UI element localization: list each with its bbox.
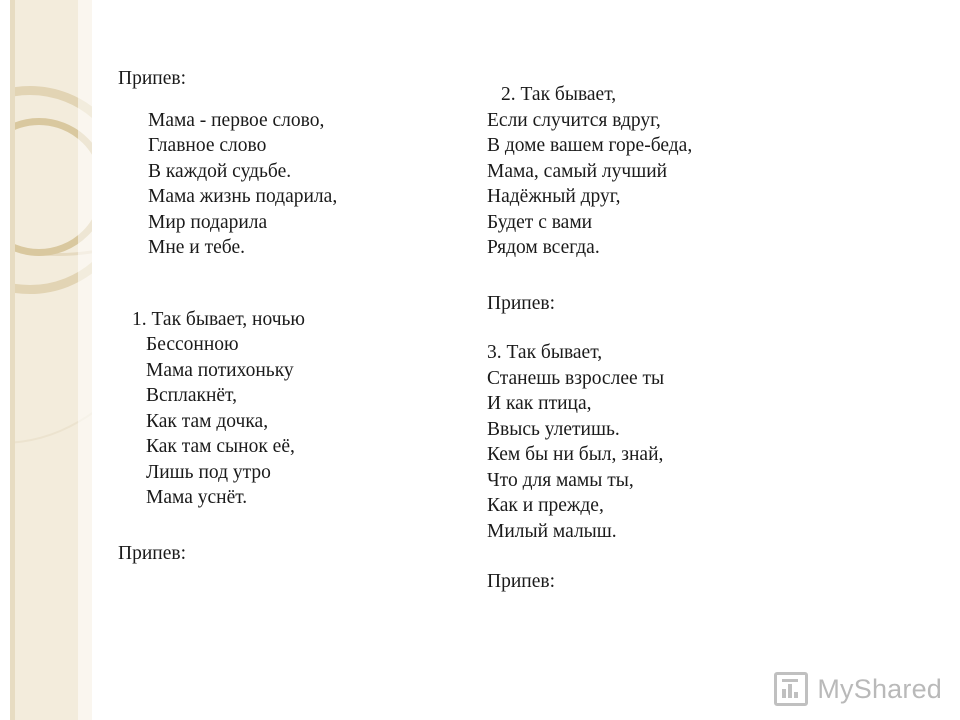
lyric-line: Мама потихоньку [146, 359, 294, 381]
verse-2-lines [487, 108, 817, 261]
spacer [487, 545, 817, 569]
spacer [118, 261, 428, 307]
verse-3-lines [487, 366, 817, 545]
spacer [487, 261, 817, 291]
verse-1-lines [118, 332, 428, 511]
verse-1-first-line [118, 307, 428, 333]
lyric-line: Милый малыш. [487, 520, 617, 542]
lyric-line: Кем бы ни был, знай, [487, 444, 664, 466]
verse-2-first-line [487, 82, 817, 108]
lyric-line: Как там дочка, [146, 410, 269, 432]
lyric-line: Как и прежде, [487, 495, 604, 517]
chorus-lines-1 [118, 108, 428, 261]
left-text-column [118, 66, 428, 567]
lyric-line: Лишь под утро [146, 461, 271, 483]
chorus-label-1: Припев: [118, 68, 186, 89]
chorus-label-2: Припев: [118, 542, 186, 564]
lyric-line: 2. Так бывает, [501, 84, 617, 105]
lyric-line: Мир подарила [148, 211, 268, 233]
chorus-block-1 [118, 66, 428, 261]
chorus-label-right-1: Припев: [487, 292, 555, 314]
lyric-line: И как птица, [487, 393, 592, 415]
spacer [118, 92, 428, 108]
right-text-column [487, 82, 817, 594]
lyric-line: Что для мамы ты, [487, 469, 634, 491]
lyric-line: Мама, самый лучший [487, 160, 668, 182]
lyric-line: Всплакнёт, [146, 385, 237, 407]
lyric-line: Станешь взрослее ты [487, 367, 665, 389]
lyric-line: Мама жизнь подарила, [148, 186, 338, 208]
lyric-line: Как там сынок её, [146, 436, 295, 458]
lyric-line: 3. Так бывает, [487, 342, 603, 364]
lyric-line: Рядом всегда. [487, 237, 600, 259]
lyric-line: Главное слово [148, 135, 267, 157]
verse-3-first-line [487, 340, 817, 366]
lyric-line: В доме вашем горе-беда, [487, 135, 693, 157]
verse-3-block [487, 340, 817, 544]
verse-1-block [118, 307, 428, 511]
lyric-line: Мама уснёт. [146, 487, 248, 509]
lyric-line: Мама - первое слово, [148, 109, 325, 131]
myshared-watermark [774, 672, 942, 706]
spacer [118, 511, 428, 541]
lyric-line: Бессонною [146, 334, 239, 356]
spacer [487, 316, 817, 340]
lyric-line: Надёжный друг, [487, 186, 621, 208]
lyric-line: В каждой судьбе. [148, 160, 292, 182]
chorus-label-right-2: Припев: [487, 570, 555, 592]
watermark-label: MyShared [817, 673, 942, 704]
lyric-line: Мне и тебе. [148, 237, 245, 259]
lyric-line: 1. Так бывает, ночью [132, 308, 305, 330]
lyric-line: Ввысь улетишь. [487, 418, 620, 440]
lyric-line: Если случится вдруг, [487, 109, 661, 131]
verse-2-block [487, 82, 817, 261]
lyric-line: Будет с вами [487, 211, 593, 233]
bar-chart-logo-icon [774, 672, 808, 706]
